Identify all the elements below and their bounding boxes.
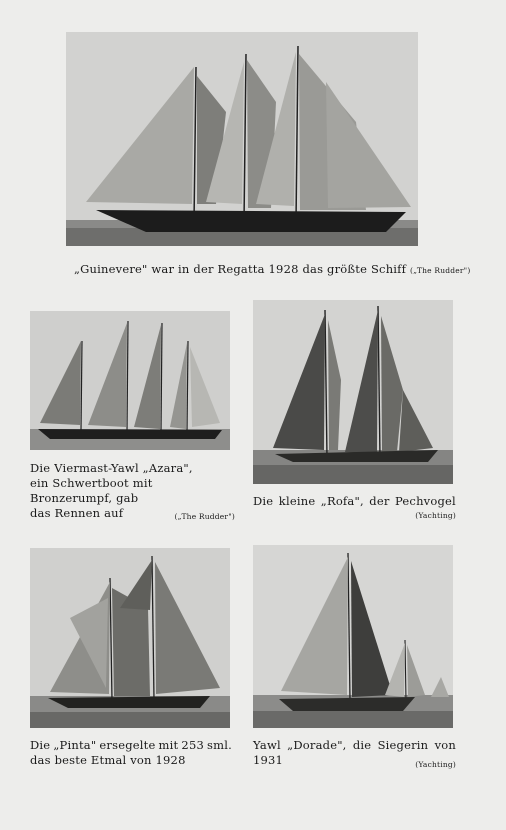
photo-azara	[30, 311, 230, 450]
caption-guinevere	[74, 262, 471, 278]
caption-pinta-word-4: mit	[158, 738, 179, 752]
caption-rofa-word-5: Pechvogel	[395, 494, 456, 508]
credit-rofa: (Yachting)	[415, 511, 456, 520]
caption-dorade-word-1: Yawl	[253, 738, 281, 752]
photo-pinta	[30, 548, 230, 728]
caption-dorade-line-2: 1931	[253, 753, 284, 767]
caption-dorade-line-2-row	[253, 753, 456, 772]
caption-azara	[30, 461, 235, 524]
caption-dorade-word-5: von	[434, 738, 456, 752]
caption-dorade-word-3: die	[352, 738, 372, 752]
caption-rofa-word-4: der	[369, 494, 390, 508]
caption-pinta-word-1: Die	[30, 738, 51, 752]
caption-guinevere-text: „Guinevere" war in der Regatta 1928 das größte Schiff	[74, 262, 407, 276]
caption-rofa	[253, 494, 456, 523]
caption-azara-line-1: Die Viermast-Yawl „Azara",	[30, 461, 193, 475]
caption-rofa-line-1	[253, 494, 456, 509]
caption-pinta-word-2: „Pinta"	[53, 738, 97, 752]
caption-dorade-word-4: Siegerin	[377, 738, 429, 752]
caption-pinta-word-6: sml.	[207, 738, 232, 752]
caption-pinta-word-3: ersegelte	[99, 738, 156, 752]
caption-dorade-line-1	[253, 738, 456, 753]
caption-azara-line-3-row	[30, 506, 235, 524]
caption-azara-line-3: das Rennen auf	[30, 506, 124, 520]
credit-guinevere: („The Rudder")	[409, 266, 471, 275]
photo-dorade	[253, 545, 453, 728]
caption-pinta-line-2: das beste Etmal von 1928	[30, 753, 186, 767]
caption-pinta	[30, 738, 232, 768]
caption-dorade-word-2: „Dorade",	[287, 738, 347, 752]
credit-azara: („The Rudder")	[174, 512, 235, 521]
caption-pinta-word-5: 253	[181, 738, 204, 752]
caption-azara-line-2: ein Schwertboot mit Bronzerumpf, gab	[30, 476, 153, 505]
caption-rofa-word-2: kleine	[278, 494, 316, 508]
credit-dorade: (Yachting)	[415, 760, 456, 769]
caption-pinta-line-1	[30, 738, 232, 753]
photo-rofa	[253, 300, 453, 484]
photo-guinevere	[66, 32, 418, 246]
caption-rofa-word-3: „Rofa",	[320, 494, 364, 508]
caption-dorade	[253, 738, 456, 772]
caption-rofa-word-1: Die	[253, 494, 274, 508]
